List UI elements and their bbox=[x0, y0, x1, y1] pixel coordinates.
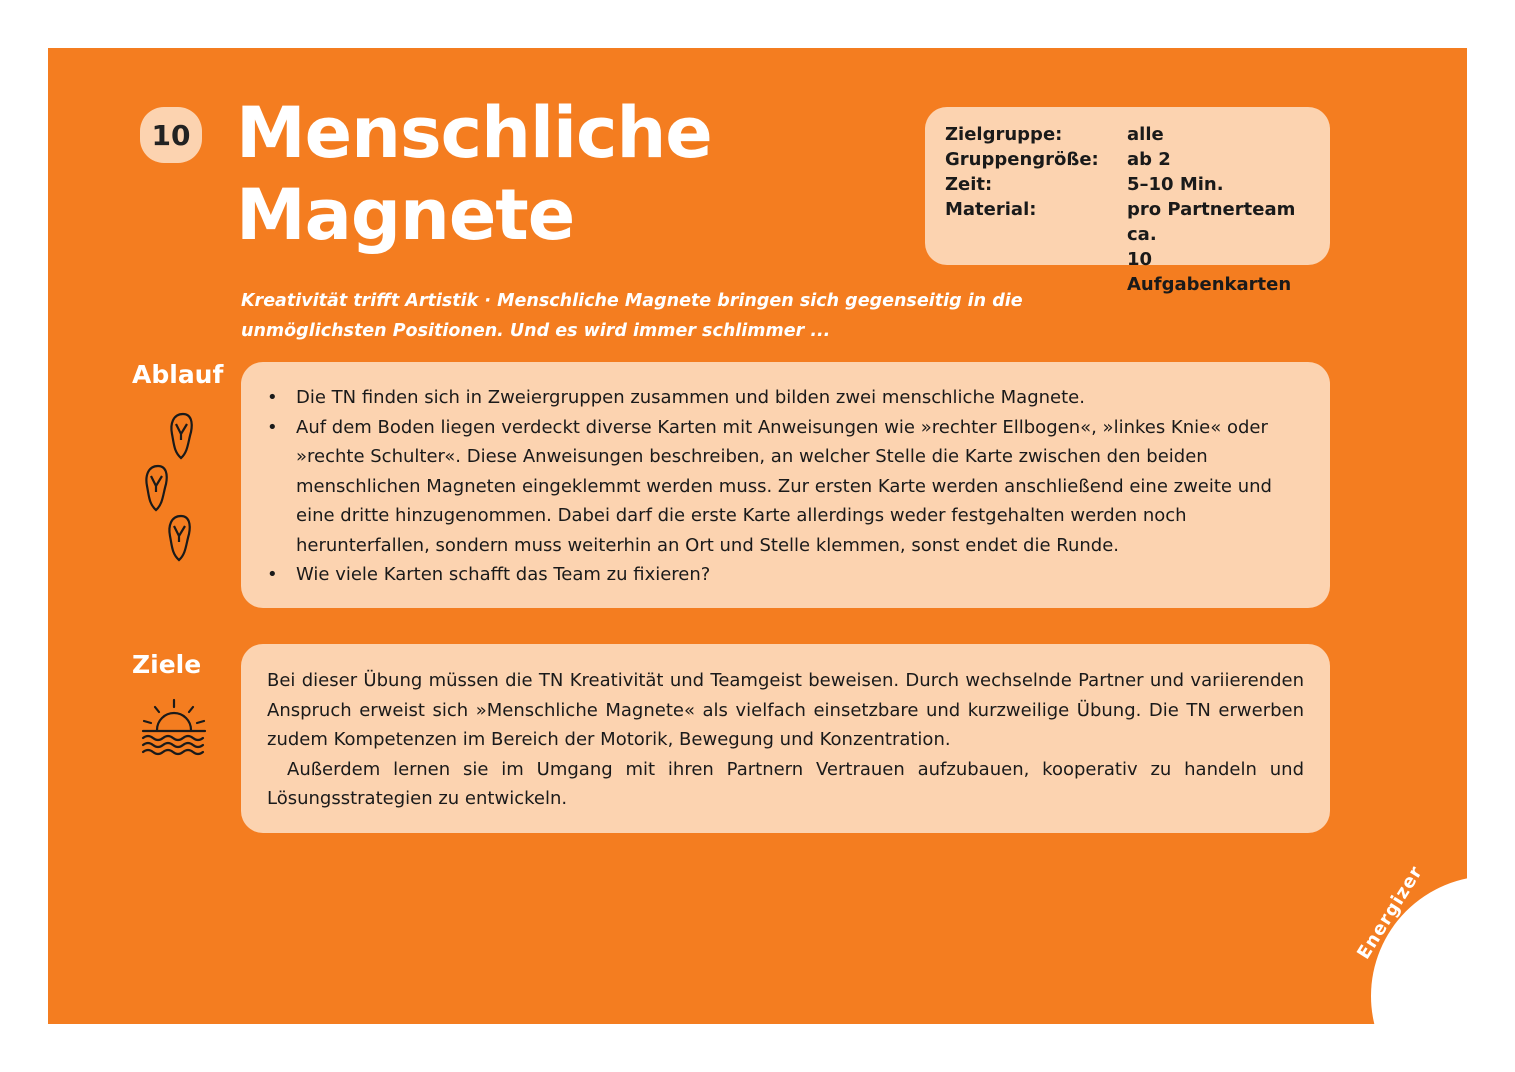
lead-line-1: Kreativität trifft Artistik · Menschliche Magnete bringen sich gegenseitig in die bbox=[241, 291, 1023, 311]
info-row bbox=[945, 122, 1310, 147]
info-value: 5–10 Min. bbox=[1127, 174, 1224, 195]
exercise-card bbox=[48, 48, 1467, 1024]
title-line-2: Magnete bbox=[236, 174, 575, 256]
list-item: • Auf dem Boden liegen verdeckt diverse Karten mit Anweisungen wie »rechter Ellbogen«, »linkes Knie« oder »rechte Schulter«. Diese Anweisungen beschreiben, an welcher Stelle die Karte zwischen den beiden menschlichen Magneten eingeklemmt werden muss. Zur ersten Karte werden anschließend eine zweite und eine dritte hinzugenommen. Dabei darf die erste Karte allerdings weder festgehalten werden noch herunterfallen, sondern muss weiterhin an Ort und Stelle klemmen, sonst endet die Runde. bbox=[261, 413, 1310, 561]
info-box bbox=[925, 107, 1330, 295]
info-value: ab 2 bbox=[1127, 149, 1171, 170]
ziele-text bbox=[267, 666, 1304, 814]
list-item: • Wie viele Karten schafft das Team zu fixieren? bbox=[261, 560, 1310, 590]
section-label-ablauf: Ablauf bbox=[132, 360, 224, 389]
info-row bbox=[945, 172, 1310, 197]
ziele-paragraph-2: Außerdem lernen sie im Umgang mit ihren Partnern Vertrauen aufzubauen, kooperativ zu handeln und Lösungsstrategien zu entwickeln. bbox=[267, 758, 1304, 809]
lead-line-2: unmöglichsten Positionen. Und es wird immer schlimmer ... bbox=[241, 321, 831, 341]
info-label: Gruppengröße: bbox=[945, 149, 1099, 170]
category-label: Energizer bbox=[1353, 862, 1428, 964]
ziele-paragraph-1: Bei dieser Übung müssen die TN Kreativität und Teamgeist beweisen. Durch wechselnde Partner und variierenden Anspruch erweist sich »Menschliche Magnete« als vielfach einsetzbare und kurzweilige Übung. Die TN erwerben zudem Kompetenzen im Bereich der Motorik, Bewegung und Konzentration. bbox=[267, 670, 1304, 750]
info-label: Material: bbox=[945, 199, 1037, 220]
sunset-icon bbox=[141, 698, 207, 760]
section-label-ziele: Ziele bbox=[132, 650, 202, 679]
exercise-number-badge: 10 bbox=[140, 107, 202, 163]
info-value: 10 Aufgabenkarten bbox=[1127, 249, 1292, 295]
lead-text bbox=[241, 286, 1041, 346]
ablauf-list bbox=[261, 383, 1310, 590]
info-value: pro Partnerteam ca. bbox=[1127, 199, 1296, 245]
list-item: • Die TN finden sich in Zweiergruppen zusammen und bilden zwei menschliche Magnete. bbox=[261, 383, 1310, 413]
info-row bbox=[945, 147, 1310, 172]
info-value: alle bbox=[1127, 124, 1164, 145]
info-label: Zielgruppe: bbox=[945, 124, 1063, 145]
flip-flops-icon bbox=[143, 408, 213, 568]
page-title bbox=[236, 92, 712, 256]
ziele-box bbox=[241, 644, 1330, 833]
ablauf-box bbox=[241, 362, 1330, 608]
title-line-1: Menschliche bbox=[236, 92, 712, 174]
info-row bbox=[945, 197, 1310, 247]
info-label: Zeit: bbox=[945, 174, 993, 195]
